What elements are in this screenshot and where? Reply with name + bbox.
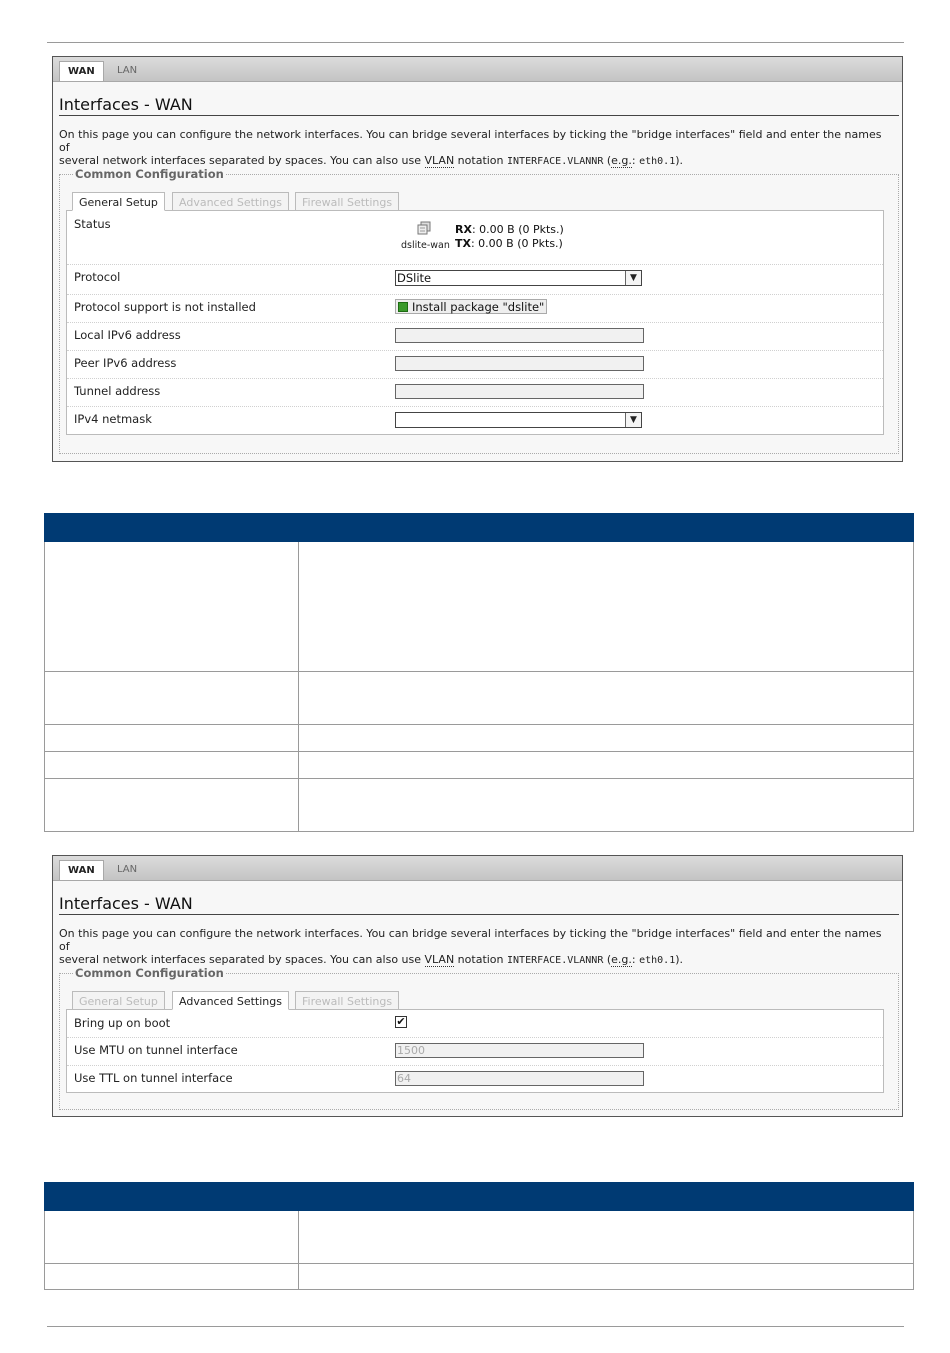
general-setup-form <box>66 210 884 435</box>
mtu-label: Use MTU on tunnel interface <box>74 1043 238 1057</box>
tab-advanced-settings[interactable]: Advanced Settings <box>172 991 289 1010</box>
fieldset-legend: Common Configuration <box>75 966 224 980</box>
page-title: Interfaces - WAN <box>59 894 899 915</box>
ttl-label: Use TTL on tunnel interface <box>74 1071 233 1085</box>
parameter-table-general <box>44 513 914 832</box>
common-configuration-fieldset <box>59 167 899 454</box>
install-package-button[interactable]: Install package "dslite" <box>395 299 547 314</box>
ipv4-netmask-select[interactable] <box>395 412 642 428</box>
tab-general-setup[interactable]: General Setup <box>72 192 165 211</box>
mtu-input[interactable]: 1500 <box>395 1043 644 1058</box>
table-row <box>45 725 914 752</box>
vlan-abbr: VLAN <box>424 953 455 966</box>
vlan-abbr: VLAN <box>424 154 455 167</box>
table-header-row <box>45 514 914 542</box>
table-row <box>45 542 914 672</box>
ttl-row <box>67 1065 883 1093</box>
page-top-rule <box>47 42 904 43</box>
tunnel-address-row <box>67 378 883 407</box>
protocol-label: Protocol <box>74 270 121 284</box>
protocol-row <box>67 264 883 295</box>
common-configuration-fieldset <box>59 966 899 1110</box>
tab-firewall-settings[interactable]: Firewall Settings <box>295 192 399 211</box>
protocol-support-row <box>67 294 883 323</box>
nav-tab-wan[interactable]: WAN <box>59 61 104 81</box>
table-header-row <box>45 1183 914 1211</box>
ipv4-netmask-row <box>67 406 883 434</box>
tab-general-setup[interactable]: General Setup <box>72 991 165 1010</box>
parameter-table-advanced <box>44 1182 914 1290</box>
bring-up-on-boot-label: Bring up on boot <box>74 1016 171 1030</box>
page-bottom-rule <box>47 1326 904 1327</box>
package-icon <box>398 302 408 312</box>
advanced-settings-form <box>66 1009 884 1093</box>
nav-tab-wan[interactable]: WAN <box>59 860 104 880</box>
peer-ipv6-row <box>67 350 883 379</box>
ttl-input[interactable]: 64 <box>395 1071 644 1086</box>
table-row <box>45 672 914 725</box>
traffic-stats: RX: 0.00 B (0 Pkts.) TX: 0.00 B (0 Pkts.) <box>455 223 564 250</box>
bring-up-on-boot-row <box>67 1010 883 1038</box>
tab-firewall-settings[interactable]: Firewall Settings <box>295 991 399 1010</box>
bring-up-on-boot-checkbox[interactable]: ✔ <box>396 1015 406 1028</box>
interface-name: dslite-wan <box>401 240 450 251</box>
protocol-select[interactable]: DSlite ▼ <box>395 270 642 286</box>
protocol-support-label: Protocol support is not installed <box>74 300 256 314</box>
interface-nav-bar <box>53 57 902 82</box>
mtu-row <box>67 1037 883 1066</box>
page-description: On this page you can configure the network interfaces. You can bridge several interfaces by ticking the "bridge interfaces" field and enter the names of several network interfaces separated by spaces. You can also use VLAN notation INTERFACE.VLANNR (e.g.: eth0.1). <box>59 927 882 966</box>
status-row <box>67 211 883 265</box>
chevron-down-icon: ▼ <box>625 413 641 427</box>
table-row <box>45 1211 914 1264</box>
interfaces-wan-panel-advanced <box>52 855 903 1117</box>
peer-ipv6-label: Peer IPv6 address <box>74 356 177 370</box>
interfaces-wan-panel-general <box>52 56 903 462</box>
tunnel-address-label: Tunnel address <box>74 384 161 398</box>
local-ipv6-input[interactable] <box>395 328 644 343</box>
local-ipv6-label: Local IPv6 address <box>74 328 181 342</box>
tab-advanced-settings[interactable]: Advanced Settings <box>172 192 289 211</box>
chevron-down-icon: ▼ <box>625 271 641 285</box>
status-label: Status <box>74 217 111 231</box>
tunnel-address-input[interactable] <box>395 384 644 399</box>
table-row <box>45 1264 914 1290</box>
nav-tab-lan[interactable]: LAN <box>117 65 138 76</box>
interface-nav-bar <box>53 856 902 881</box>
page-description: On this page you can configure the network interfaces. You can bridge several interfaces by ticking the "bridge interfaces" field and enter the names of several network interfaces separated by spaces. You can also use VLAN notation INTERFACE.VLANNR (e.g.: eth0.1). <box>59 128 882 167</box>
fieldset-legend: Common Configuration <box>75 167 224 181</box>
table-row <box>45 752 914 779</box>
network-interface-icon <box>417 221 431 235</box>
page-title: Interfaces - WAN <box>59 95 899 116</box>
table-row <box>45 779 914 832</box>
nav-tab-lan[interactable]: LAN <box>117 864 138 875</box>
local-ipv6-row <box>67 322 883 351</box>
ipv4-netmask-label: IPv4 netmask <box>74 412 152 426</box>
peer-ipv6-input[interactable] <box>395 356 644 371</box>
